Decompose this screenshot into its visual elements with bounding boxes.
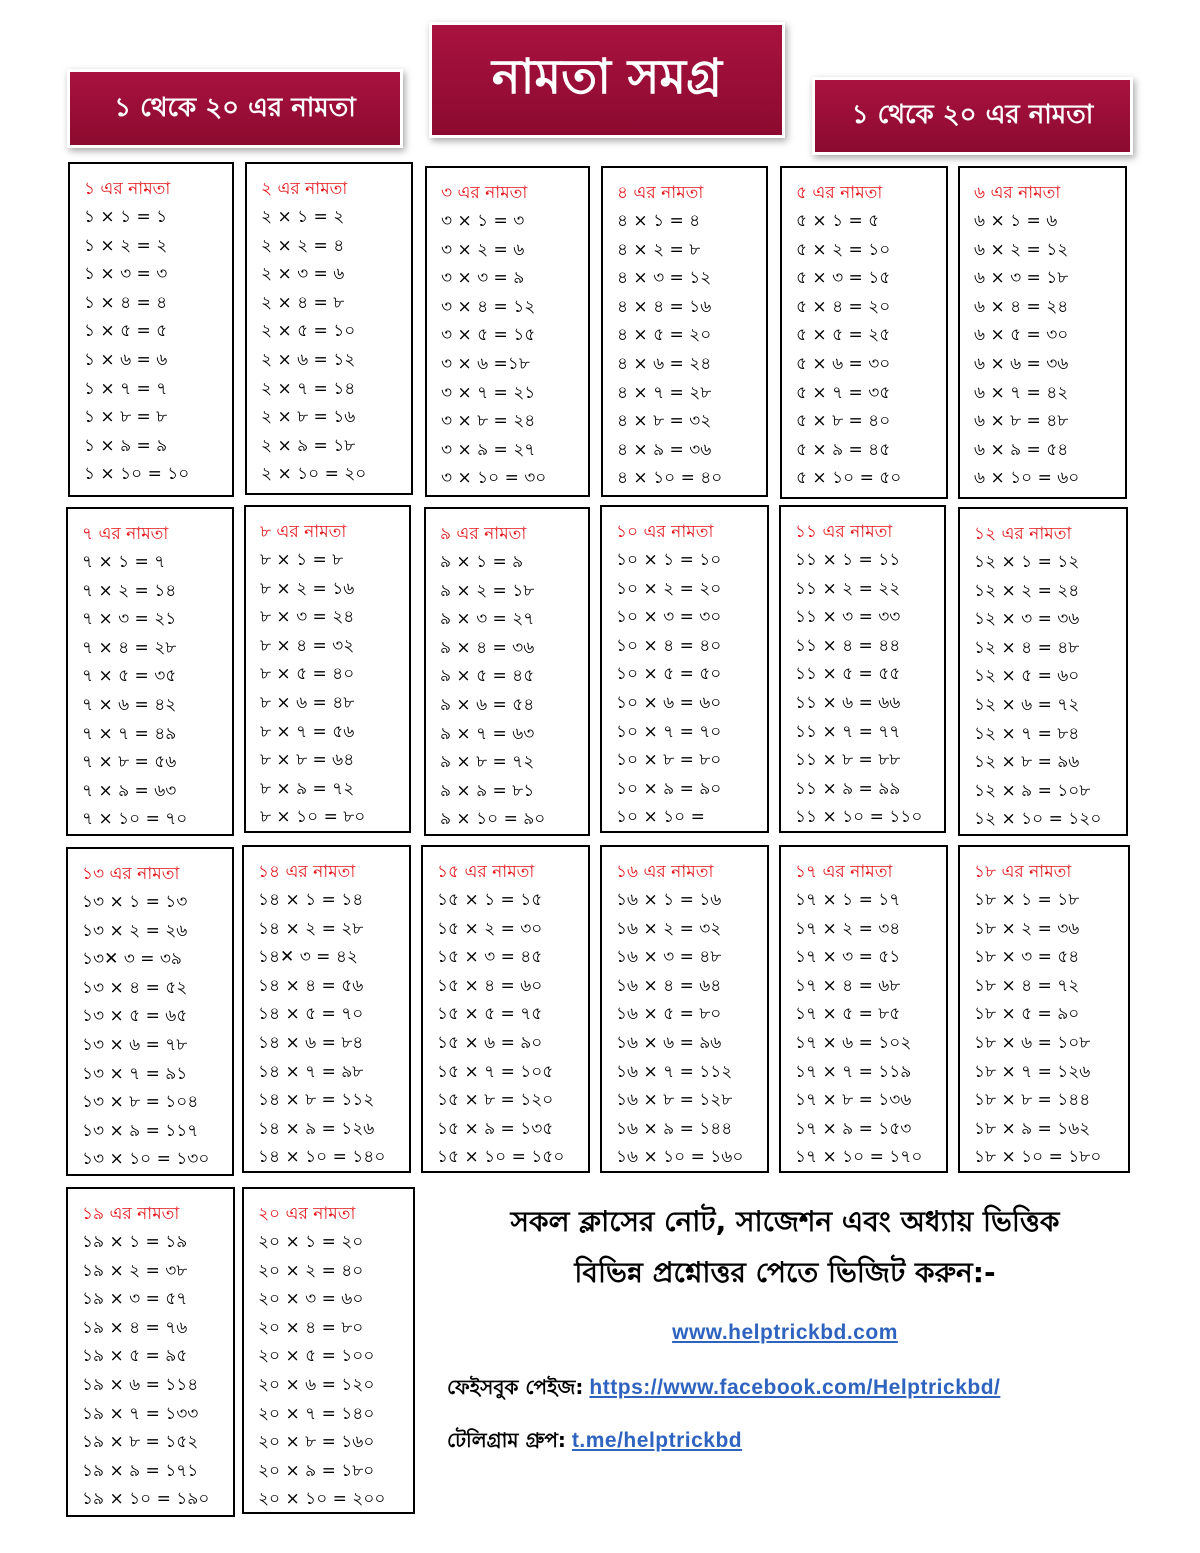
table-row: ৮ × ৯ = ৭২ [260, 778, 355, 799]
table-row: ১ × ৫ = ৫ [84, 321, 168, 342]
table-row: ১৫ × ২ = ৩০ [437, 918, 543, 939]
table-row: ১৩ × ২ = ২৬ [82, 920, 188, 941]
multiplication-table-10 [600, 505, 769, 833]
table-title: ১৮ এর নামতা [974, 862, 1072, 882]
table-title: ১১ এর নামতা [795, 522, 893, 542]
multiplication-table-14 [242, 845, 411, 1173]
table-row: ১৫ × ১ = ১৫ [437, 890, 543, 910]
table-row: ১৩ × ৬ = ৭৮ [82, 1034, 188, 1055]
facebook-line [447, 1370, 1167, 1404]
table-row: ১৫ × ৭ = ১০৫ [437, 1061, 554, 1082]
table-row: ৪ × ৯ = ৩৬ [617, 439, 712, 460]
table-title: ৮ এর নামতা [260, 522, 347, 542]
table-row: ৩ × ৭ = ২১ [441, 382, 536, 403]
table-row: ২ × ১০ = ২০ [261, 464, 367, 485]
table-title: ২ এর নামতা [261, 179, 348, 199]
page-title: নামতা সমগ্র [491, 48, 723, 105]
table-title: ১৪ এর নামতা [258, 862, 356, 882]
table-row: ১৪✕ ৩ = ৪২ [258, 947, 358, 968]
table-row: ৮ × ৪ = ৩২ [260, 635, 355, 656]
table-row: ১২ × ৭ = ৮৪ [974, 723, 1080, 744]
table-title: ১ এর নামতা [84, 179, 171, 199]
table-row: ৩ × ৯ = ২৭ [441, 439, 536, 460]
telegram-label: টেলিগ্রাম গ্রুপ: [447, 1428, 566, 1452]
table-row: ১৯ × ৭ = ১৩৩ [82, 1403, 199, 1424]
table-row: ১৬ × ৯ = ১৪৪ [616, 1118, 733, 1139]
table-row: ১৪ × ৫ = ৭০ [258, 1004, 364, 1025]
table-row: ১৯ × ৬ = ১১৪ [82, 1374, 199, 1395]
multiplication-table-13 [66, 847, 234, 1176]
table-row: ১৮ × ৬ = ১০৮ [974, 1032, 1091, 1053]
table-row: ১৩ × ১ = ১৩ [82, 892, 188, 912]
telegram-link[interactable]: t.me/helptrickbd [571, 1429, 743, 1452]
table-row: ৪ × ৫ = ২০ [617, 325, 712, 346]
multiplication-table-16 [600, 845, 769, 1173]
table-row: ৩ × ১০ = ৩০ [441, 468, 547, 489]
table-row: ৪ × ১০ = ৪০ [617, 468, 723, 489]
table-row: ১ × ১০ = ১০ [84, 464, 190, 485]
table-row: ১৭ × ৪ = ৬৮ [795, 975, 901, 996]
table-row: ১৯ × ৩ = ৫৭ [82, 1289, 188, 1310]
table-row: ৬ × ৪ = ২৪ [974, 296, 1069, 317]
table-row: ১৪ × ৯ = ১২৬ [258, 1118, 375, 1139]
table-row: ১৫ × ১০ = ১৫০ [437, 1147, 565, 1168]
table-row: ১৪ × ১ = ১৪ [258, 890, 364, 910]
table-row: ১৫ × ৯ = ১৩৫ [437, 1118, 554, 1139]
table-row: ৫ × ৭ = ৩৫ [796, 382, 891, 403]
table-row: ৪ × ৪ = ১৬ [617, 296, 712, 317]
table-row: ১০ × ৮ = ৮০ [616, 750, 722, 771]
table-row: ৫ × ২ = ১০ [796, 239, 891, 260]
table-row: ১২ × ৪ = ৪৮ [974, 637, 1080, 658]
table-row: ১৭ × ৫ = ৮৫ [795, 1004, 901, 1025]
multiplication-table-1 [68, 162, 234, 497]
table-row: ৩ × ৪ = ১২ [441, 296, 536, 317]
table-row: ১১ × ৪ = ৪৪ [795, 635, 901, 656]
facebook-link[interactable]: https://www.facebook.com/Helptrickbd/ [589, 1376, 1001, 1399]
table-row: ১০ × ৪ = ৪০ [616, 635, 722, 656]
table-title: ৩ এর নামতা [441, 183, 528, 203]
table-row: ২ × ৪ = ৮ [261, 292, 345, 313]
table-row: ২০ × ৪ = ৮০ [258, 1317, 364, 1338]
table-row: ২০ × ২ = ৪০ [258, 1260, 364, 1281]
table-row: ১২ × ১০ = ১২০ [974, 809, 1102, 830]
table-row: ১২ × ২ = ২৪ [974, 580, 1080, 601]
table-row: ১০ × ৩ = ৩০ [616, 607, 722, 628]
table-row: ২০ × ৭ = ১৪০ [258, 1403, 375, 1424]
table-title: ১০ এর নামতা [616, 522, 714, 542]
multiplication-table-15 [421, 845, 590, 1173]
table-row: ৪ × ২ = ৮ [617, 239, 701, 260]
table-row: ১৪ × ২ = ২৮ [258, 918, 364, 939]
table-row: ১৭ × ৬ = ১০২ [795, 1032, 912, 1053]
table-row: ১১ × ৭ = ৭৭ [795, 721, 901, 742]
table-row: ১২ × ৬ = ৭২ [974, 694, 1080, 715]
table-row: ৮ × ৭ = ৫৬ [260, 721, 355, 742]
table-row: ১৯ × ৪ = ৭৬ [82, 1317, 188, 1338]
facebook-label: ফেইসবুক পেইজ: [447, 1375, 584, 1399]
table-row: ৫ × ৪ = ২০ [796, 296, 891, 317]
table-title: ৯ এর নামতা [440, 524, 527, 544]
table-row: ১৬ × ১ = ১৬ [616, 890, 722, 910]
table-title: ৭ এর নামতা [82, 524, 169, 544]
multiplication-table-12 [958, 507, 1128, 836]
table-row: ১৮ × ৯ = ১৬২ [974, 1118, 1091, 1139]
table-row: ১৫ × ৮ = ১২০ [437, 1090, 554, 1111]
multiplication-table-2 [245, 162, 413, 495]
table-row: ৫ × ৩ = ১৫ [796, 268, 891, 289]
table-row: ৫ × ৯ = ৪৫ [796, 439, 891, 460]
table-row: ২ × ৩ = ৬ [261, 264, 345, 285]
table-row: ৩ × ২ = ৬ [441, 239, 525, 260]
table-row: ১৩ × ৯ = ১১৭ [82, 1120, 199, 1141]
table-row: ৭ × ৭ = ৪৯ [82, 723, 177, 744]
table-row: ১০ × ৬ = ৬০ [616, 692, 722, 713]
table-row: ৬ × ৭ = ৪২ [974, 382, 1069, 403]
table-row: ৯ × ৯ = ৮১ [440, 780, 535, 801]
table-title: ১৫ এর নামতা [437, 862, 535, 882]
website-line [430, 1316, 1140, 1350]
table-row: ১৬ × ৭ = ১১২ [616, 1061, 733, 1082]
multiplication-table-5 [780, 166, 948, 499]
multiplication-table-6 [958, 166, 1127, 499]
table-row: ১৩ × ৫ = ৬৫ [82, 1006, 188, 1027]
table-row: ২০ × ৫ = ১০০ [258, 1346, 375, 1367]
table-row: ২০ × ৯ = ১৮০ [258, 1460, 375, 1481]
table-title: ১৭ এর নামতা [795, 862, 893, 882]
table-title: ১২ এর নামতা [974, 524, 1072, 544]
table-row: ১৬ × ৫ = ৮০ [616, 1004, 722, 1025]
table-row: ১৬ × ৪ = ৬৪ [616, 975, 722, 996]
table-title: ৫ এর নামতা [796, 183, 883, 203]
table-row: ১১ × ৫ = ৫৫ [795, 664, 901, 685]
website-link[interactable]: www.helptrickbd.com [672, 1321, 898, 1344]
table-row: ১২ × ১ = ১২ [974, 552, 1080, 572]
table-row: ১১ × ৮ = ৮৮ [795, 750, 901, 771]
table-title: ১৬ এর নামতা [616, 862, 714, 882]
table-row: ৪ × ৭ = ২৮ [617, 382, 712, 403]
left-subtitle-text: ১ থেকে ২০ এর নামতা [114, 92, 356, 123]
table-row: ৪ × ৮ = ৩২ [617, 411, 712, 432]
table-row: ৭ × ২ = ১৪ [82, 580, 177, 601]
table-row: ১৬ × ২ = ৩২ [616, 918, 722, 939]
table-row: ৩ × ৮ = ২৪ [441, 411, 536, 432]
table-row: ৯ × ৪ = ৩৬ [440, 637, 535, 658]
table-row: ১৭ × ৮ = ১৩৬ [795, 1090, 912, 1111]
table-row: ৭ × ৩ = ২১ [82, 609, 177, 630]
table-row: ১৩ × ১০ = ১৩০ [82, 1149, 210, 1170]
table-row: ৯ × ৩ = ২৭ [440, 609, 535, 630]
table-row: ২০ × ১ = ২০ [258, 1232, 364, 1252]
table-row: ১২ × ৩ = ৩৬ [974, 609, 1080, 630]
table-row: ১৫ × ৬ = ৯০ [437, 1032, 543, 1053]
table-row: ১৬ × ৩ = ৪৮ [616, 947, 722, 968]
table-row: ১০ × ১ = ১০ [616, 550, 722, 570]
table-title: ৪ এর নামতা [617, 183, 704, 203]
table-title: ১৯ এর নামতা [82, 1204, 180, 1224]
multiplication-table-11 [779, 505, 946, 833]
table-row: ১৯ × ৮ = ১৫২ [82, 1432, 199, 1453]
table-row: ২০ × ৮ = ১৬০ [258, 1432, 375, 1453]
table-row: ১১ × ২ = ২২ [795, 578, 901, 599]
main-title-banner [432, 25, 782, 135]
table-row: ১০ × ৯ = ৯০ [616, 778, 722, 799]
table-row: ১৮ × ৫ = ৯০ [974, 1004, 1080, 1025]
table-row: ৬ × ২ = ১২ [974, 239, 1069, 260]
table-row: ১৭ × ২ = ৩৪ [795, 918, 901, 939]
table-row: ১৩✕ ৩ = ৩৯ [82, 949, 182, 970]
table-row: ২ × ৯ = ১৮ [261, 435, 356, 456]
table-row: ১৬ × ১০ = ১৬০ [616, 1147, 744, 1168]
table-row: ৮ × ৬ = ৪৮ [260, 692, 355, 713]
table-row: ১ × ২ = ২ [84, 235, 168, 256]
table-row: ২ × ৬ = ১২ [261, 349, 356, 370]
table-row: ৮ × ১০ = ৮০ [260, 807, 366, 828]
table-row: ২ × ১ = ২ [261, 207, 345, 227]
table-row: ১৮ × ৮ = ১৪৪ [974, 1090, 1091, 1111]
table-row: ১৩ × ৮ = ১০৪ [82, 1092, 199, 1113]
table-row: ৯ × ২ = ১৮ [440, 580, 535, 601]
multiplication-table-9 [424, 507, 590, 836]
table-row: ২০ × ৬ = ১২০ [258, 1374, 375, 1395]
table-row: ৫ × ৫ = ২৫ [796, 325, 891, 346]
table-row: ৪ × ৬ = ২৪ [617, 353, 712, 374]
table-row: ৯ × ৬ = ৫৪ [440, 694, 535, 715]
multiplication-table-4 [601, 166, 768, 497]
table-row: ৯ × ৭ = ৬৩ [440, 723, 535, 744]
table-row: ১ × ৭ = ৭ [84, 378, 168, 399]
table-title: ৬ এর নামতা [974, 183, 1061, 203]
table-row: ৬ × ৩ = ১৮ [974, 268, 1069, 289]
table-row: ৬ × ৬ = ৩৬ [974, 353, 1069, 374]
right-subtitle-text: ১ থেকে ২০ এর নামতা [851, 100, 1094, 130]
table-row: ১০ × ৭ = ৭০ [616, 721, 722, 742]
table-row: ৭ × ৮ = ৫৬ [82, 752, 177, 773]
table-row: ৫ × ১০ = ৫০ [796, 468, 902, 489]
table-row: ১৫ × ৩ = ৪৫ [437, 947, 543, 968]
table-row: ১৪ × ৪ = ৫৬ [258, 975, 364, 996]
table-row: ১৯ × ১০ = ১৯০ [82, 1489, 210, 1510]
table-row: ১১ × ৯ = ৯৯ [795, 778, 901, 799]
table-row: ২ × ৫ = ১০ [261, 321, 356, 342]
table-row: ২ × ৭ = ১৪ [261, 378, 356, 399]
table-row: ৭ × ১ = ৭ [82, 552, 166, 572]
table-row: ১৭ × ১ = ১৭ [795, 890, 901, 910]
table-row: ১৯ × ৯ = ১৭১ [82, 1460, 199, 1481]
table-row: ২০ × ১০ = ২০০ [258, 1489, 386, 1510]
table-row: ১০ × ২ = ২০ [616, 578, 722, 599]
table-row: ১২ × ৫ = ৬০ [974, 666, 1080, 687]
table-row: ২ × ২ = ৪ [261, 235, 345, 256]
table-row: ৩ × ৬ =১৮ [441, 353, 530, 374]
table-row: ১৯ × ৫ = ৯৫ [82, 1346, 188, 1367]
table-row: ৮ × ৩ = ২৪ [260, 607, 355, 628]
multiplication-table-3 [425, 166, 590, 497]
table-row: ১৭ × ৩ = ৫১ [795, 947, 901, 968]
table-row: ১৮ × ১০ = ১৮০ [974, 1147, 1102, 1168]
table-row: ১ × ৪ = ৪ [84, 292, 168, 313]
table-row: ১৫ × ৫ = ৭৫ [437, 1004, 543, 1025]
table-row: ৩ × ৫ = ১৫ [441, 325, 536, 346]
table-row: ১৯ × ২ = ৩৮ [82, 1260, 188, 1281]
table-row: ৮ × ৫ = ৪০ [260, 664, 355, 685]
table-row: ১৮ × ৭ = ১২৬ [974, 1061, 1091, 1082]
table-row: ৯ × ৮ = ৭২ [440, 752, 535, 773]
table-row: ১ × ৩ = ৩ [84, 264, 168, 285]
table-row: ৬ × ১ = ৬ [974, 211, 1058, 231]
table-row: ৩ × ১ = ৩ [441, 211, 525, 231]
table-row: ১৯ × ১ = ১৯ [82, 1232, 188, 1252]
table-row: ২ × ৮ = ১৬ [261, 407, 356, 428]
table-row: ৪ × ৩ = ১২ [617, 268, 712, 289]
table-row: ৫ × ৬ = ৩০ [796, 353, 891, 374]
table-row: ১১ × ৩ = ৩৩ [795, 607, 901, 628]
table-row: ১৮ × ১ = ১৮ [974, 890, 1080, 910]
table-row: ১৮ × ৪ = ৭২ [974, 975, 1080, 996]
table-row: ৯ × ১০ = ৯০ [440, 809, 546, 830]
multiplication-table-17 [779, 845, 948, 1173]
table-row: ৭ × ৯ = ৬৩ [82, 780, 177, 801]
table-row: ৯ × ১ = ৯ [440, 552, 524, 572]
table-row: ১ × ৯ = ৯ [84, 435, 168, 456]
table-row: ১ × ৬ = ৬ [84, 349, 168, 370]
table-row: ৯ × ৫ = ৪৫ [440, 666, 535, 687]
table-row: ১১ × ১ = ১১ [795, 550, 901, 570]
multiplication-table-19 [66, 1187, 235, 1517]
table-row: ১৩ × ৪ = ৫২ [82, 977, 188, 998]
table-title: ১৩ এর নামতা [82, 864, 180, 884]
table-row: ৮ × ১ = ৮ [260, 550, 344, 570]
table-row: ১৪ × ৮ = ১১২ [258, 1090, 375, 1111]
table-row: ১৩ × ৭ = ৯১ [82, 1063, 188, 1084]
table-row: ১৫ × ৪ = ৬০ [437, 975, 543, 996]
table-title: ২০ এর নামতা [258, 1204, 356, 1224]
table-row: ১১ × ১০ = ১১০ [795, 807, 923, 828]
table-row: ৫ × ১ = ৫ [796, 211, 880, 231]
table-row: ১৪ × ৬ = ৮৪ [258, 1032, 364, 1053]
multiplication-table-8 [244, 505, 411, 833]
notice-line-1: সকল ক্লাসের নোট, সাজেশন এবং অধ্যায় ভিত্তিক [510, 1205, 1060, 1238]
multiplication-table-18 [958, 845, 1130, 1173]
left-subtitle-banner [70, 72, 400, 145]
telegram-line [447, 1423, 1167, 1457]
table-row: ৩ × ৩ = ৯ [441, 268, 525, 289]
table-row: ১৮ × ৩ = ৫৪ [974, 947, 1080, 968]
notice-line-2: বিভিন্ন প্রশ্নোত্তর পেতে ভিজিট করুন:- [574, 1256, 996, 1289]
table-row: ১৬ × ৮ = ১২৮ [616, 1090, 733, 1111]
table-row: ৬ × ১০ = ৬০ [974, 468, 1080, 489]
table-row: ৬ × ৮ = ৪৮ [974, 411, 1069, 432]
table-row: ১ × ১ = ১ [84, 207, 168, 227]
table-row: ১৭ × ৯ = ১৫৩ [795, 1118, 912, 1139]
table-row: ১৬ × ৬ = ৯৬ [616, 1032, 722, 1053]
multiplication-table-20 [242, 1187, 415, 1514]
table-row: ১৭ × ৭ = ১১৯ [795, 1061, 912, 1082]
table-row: ২০ × ৩ = ৬০ [258, 1289, 364, 1310]
table-row: ১ × ৮ = ৮ [84, 407, 168, 428]
table-row: ১৮ × ২ = ৩৬ [974, 918, 1080, 939]
table-row: ৬ × ৯ = ৫৪ [974, 439, 1069, 460]
table-row: ১২ × ৮ = ৯৬ [974, 752, 1080, 773]
table-row: ৮ × ২ = ১৬ [260, 578, 355, 599]
table-row: ১২ × ৯ = ১০৮ [974, 780, 1091, 801]
table-row: ৮ × ৮ = ৬৪ [260, 750, 355, 771]
multiplication-table-7 [66, 507, 234, 836]
table-row: ৬ × ৫ = ৩০ [974, 325, 1069, 346]
table-row: ৭ × ৬ = ৪২ [82, 694, 177, 715]
right-subtitle-banner [815, 80, 1130, 152]
table-row: ৭ × ৪ = ২৮ [82, 637, 177, 658]
table-row: ৫ × ৮ = ৪০ [796, 411, 891, 432]
table-row: ৭ × ৫ = ৩৫ [82, 666, 177, 687]
table-row: ১১ × ৬ = ৬৬ [795, 692, 901, 713]
table-row: ১৪ × ১০ = ১৪০ [258, 1147, 386, 1168]
table-row: ১০ × ১০ = [616, 807, 705, 828]
table-row: ৭ × ১০ = ৭০ [82, 809, 188, 830]
table-row: ১৭ × ১০ = ১৭০ [795, 1147, 923, 1168]
table-row: ৪ × ১ = ৪ [617, 211, 701, 231]
table-row: ১৪ × ৭ = ৯৮ [258, 1061, 364, 1082]
table-row: ১০ × ৫ = ৫০ [616, 664, 722, 685]
